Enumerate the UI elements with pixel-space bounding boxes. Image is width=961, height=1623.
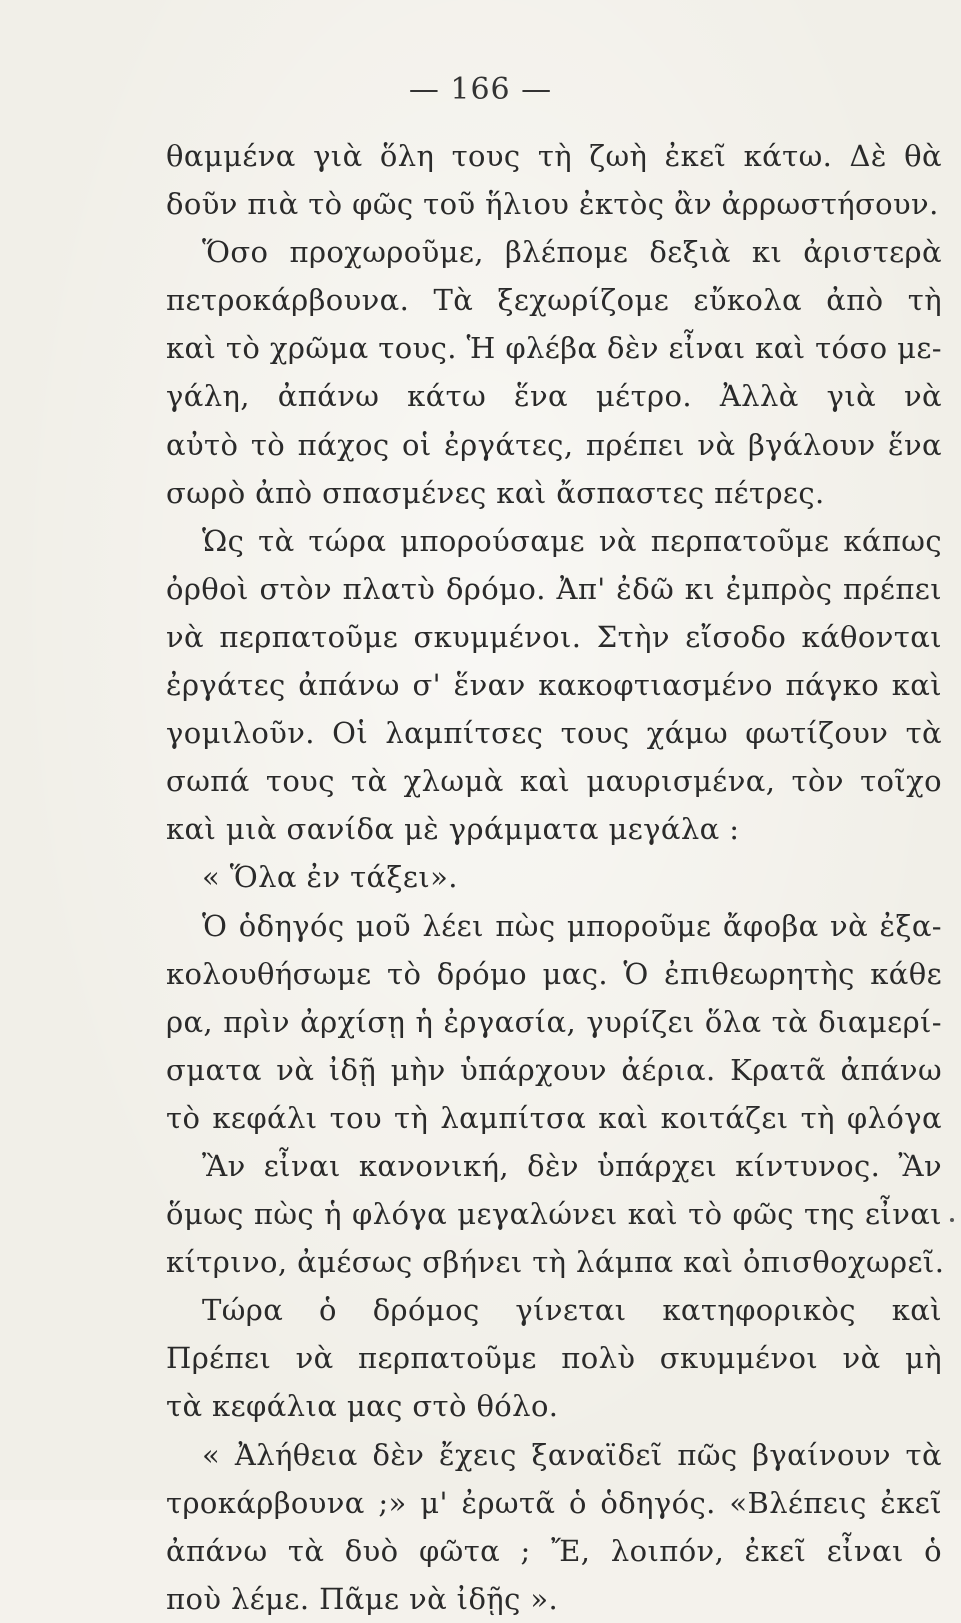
text-line: καὶ τὸ χρῶμα τους. Ἡ φλέβα δὲν εἶναι καὶ τόσο με-	[166, 331, 942, 366]
text-line: κίτρινο, ἀμέσως σβήνει τὴ λάμπα καὶ ὀπισθοχωρεῖ.	[166, 1245, 945, 1280]
text-line: νὰ περπατοῦμε σκυμμένοι. Στὴν εἴσοδο κάθονται	[166, 619, 942, 654]
text-line: Ἂν εἶναι κανονική, δὲν ὑπάρχει κίντυνος. Ἂν	[202, 1148, 942, 1183]
text-line: δοῦν πιὰ τὸ φῶς τοῦ ἥλιου ἐκτὸς ἂν ἀρρωστήσουν.	[166, 187, 939, 222]
margin-dot	[950, 1218, 954, 1222]
text-line: Πρέπει νὰ περπατοῦμε πολὺ σκυμμένοι νὰ μὴ	[166, 1341, 942, 1376]
text-line: ὅμως πὼς ἡ φλόγα μεγαλώνει καὶ τὸ φῶς της εἶναι	[166, 1197, 942, 1232]
text-line: κολουθήσωμε τὸ δρόμο μας. Ὁ ἐπιθεωρητὴς κάθε	[166, 956, 942, 991]
text-line: γομιλοῦν. Οἱ λαμπίτσες τους χάμω φωτίζουν τὰ	[166, 716, 942, 751]
text-line: σωπά τους τὰ χλωμὰ καὶ μαυρισμένα, τὸν τοῖχο	[166, 764, 942, 799]
text-line: ρα, πρὶν ἀρχίσῃ ἡ ἐργασία, γυρίζει ὅλα τὰ διαμερί-	[166, 1004, 942, 1039]
text-line: τροκάρβουνα ;» μ' ἐρωτᾶ ὁ ὁδηγός. «Βλέπεις ἐκεῖ	[166, 1485, 942, 1520]
body-text	[166, 132, 945, 1623]
text-line: Ὁ ὁδηγός μοῦ λέει πὼς μποροῦμε ἄφοβα νὰ ἐξα-	[202, 908, 942, 943]
text-line: θαμμένα γιὰ ὅλη τους τὴ ζωὴ ἐκεῖ κάτω. Δὲ θὰ	[166, 139, 942, 173]
text-line: Ὅσο προχωροῦμε, βλέπομε δεξιὰ κι ἀριστερὰ	[202, 235, 942, 270]
text-line: σματα νὰ ἰδῇ μὴν ὑπάρχουν ἀέρια. Κρατᾶ ἀπάνω	[166, 1052, 942, 1087]
text-line: Τώρα ὁ δρόμος γίνεται κατηφορικὸς καὶ	[202, 1293, 942, 1328]
text-line: ὀρθοὶ στὸν πλατὺ δρόμο. Ἀπ' ἐδῶ κι ἐμπρὸς πρέπει	[166, 571, 942, 606]
page-number: — 166 —	[408, 72, 553, 107]
text-line: « Ὅλα ἐν τάξει».	[202, 860, 458, 895]
text-line: σωρὸ ἀπὸ σπασμένες καὶ ἄσπαστες πέτρες.	[166, 475, 825, 510]
text-line: « Ἀλήθεια δὲν ἔχεις ξαναϊδεῖ πῶς βγαίνουν τὰ	[202, 1437, 942, 1472]
text-line: Ὡς τὰ τώρα μπορούσαμε νὰ περπατοῦμε κάπως	[202, 523, 942, 558]
text-line: καὶ μιὰ σανίδα μὲ γράμματα μεγάλα :	[166, 812, 740, 847]
text-line: αὐτὸ τὸ πάχος οἱ ἐργάτες, πρέπει νὰ βγάλουν ἕνα	[166, 427, 942, 462]
text-line: ἐργάτες ἀπάνω σ' ἕναν κακοφτιασμένο πάγκο καὶ	[166, 668, 942, 703]
text-line: τὰ κεφάλια μας στὸ θόλο.	[166, 1389, 559, 1424]
text-line: ἀπάνω τὰ δυὸ φῶτα ; Ἔ, λοιπόν, ἐκεῖ εἶναι ὁ	[166, 1533, 942, 1568]
text-line: πετροκάρβουνα. Τὰ ξεχωρίζομε εὔκολα ἀπὸ τὴ	[166, 283, 942, 318]
text-line: ποὺ λέμε. Πᾶμε νὰ ἰδῇς ».	[166, 1581, 559, 1616]
text-line: γάλη, ἀπάνω κάτω ἕνα μέτρο. Ἀλλὰ γιὰ νὰ	[166, 379, 942, 414]
text-line: τὸ κεφάλι του τὴ λαμπίτσα καὶ κοιτάζει τὴ φλόγα	[166, 1100, 942, 1135]
